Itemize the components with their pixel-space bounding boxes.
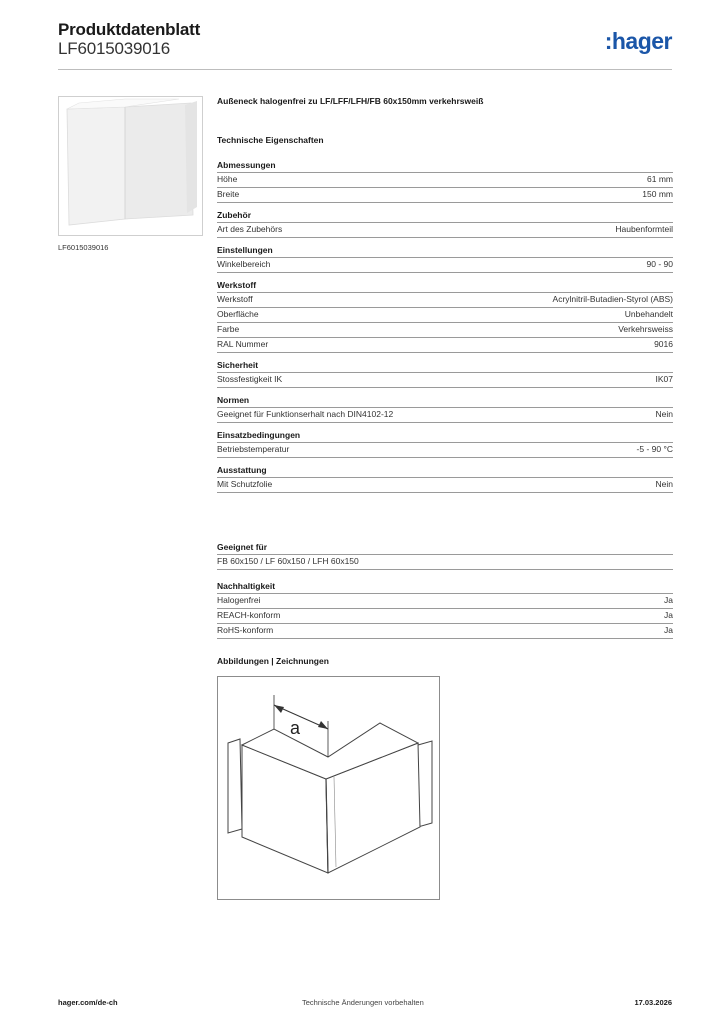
property-value: Haubenformteil [615,224,673,234]
property-label: Art des Zubehörs [217,224,283,234]
section-title: Nachhaltigkeit [217,577,673,594]
property-section [217,391,673,423]
footer-date: 17.03.2026 [634,998,672,1007]
property-label: Winkelbereich [217,259,271,269]
property-sections [217,156,673,493]
product-title: Außeneck halogenfrei zu LF/LFF/LFH/FB 60x150mm verkehrsweiß [217,96,484,106]
suited-text: FB 60x150 / LF 60x150 / LFH 60x150 [217,556,359,566]
section-title: Einsatzbedingungen [217,426,673,443]
property-section [217,156,673,203]
property-value: Nein [655,409,673,419]
header-divider [58,69,672,70]
property-value: 90 - 90 [646,259,673,269]
property-row [217,188,673,203]
section-title: Einstellungen [217,241,673,258]
section-title: Werkstoff [217,276,673,293]
photo-caption: LF6015039016 [58,243,109,252]
corner-drawing [218,677,439,899]
property-label: Mit Schutzfolie [217,479,273,489]
property-label: Oberfläche [217,309,259,319]
technical-properties [217,96,673,493]
property-value: Verkehrsweiss [618,324,673,334]
property-row [217,308,673,323]
property-value: -5 - 90 °C [636,444,673,454]
property-section [217,206,673,238]
technical-drawing [217,676,440,900]
property-row [217,609,673,624]
property-row [217,373,673,388]
property-value: Nein [655,479,673,489]
section-title: Abmessungen [217,156,673,173]
footer-website[interactable]: hager.com/de-ch [58,998,118,1007]
property-label: Stossfestigkeit IK [217,374,283,384]
property-row [217,478,673,493]
section-title: Zubehör [217,206,673,223]
property-row [217,293,673,308]
section-title: Sicherheit [217,356,673,373]
property-label: Farbe [217,324,240,334]
section-title: Normen [217,391,673,408]
property-label: Halogenfrei [217,595,261,605]
property-section [217,276,673,353]
property-label: Höhe [217,174,238,184]
property-row [217,323,673,338]
property-value: Ja [664,625,673,635]
section-title: Geeignet für [217,538,673,555]
sustainability-rows [217,594,673,639]
property-section [217,356,673,388]
property-section [217,461,673,493]
property-row [217,223,673,238]
property-value: IK07 [655,374,673,384]
property-label: Betriebstemperatur [217,444,290,454]
property-row [217,443,673,458]
property-value: 9016 [654,339,673,349]
property-row [217,338,673,353]
suited-for-section [217,538,673,570]
property-value: Acrylnitril-Butadien-Styrol (ABS) [552,294,673,304]
property-value: 150 mm [642,189,673,199]
property-row [217,173,673,188]
figures-title: Abbildungen | Zeichnungen [217,656,329,666]
sustainability-section [217,577,673,639]
page-title: Produktdatenblatt [58,20,201,39]
dimension-label: a [290,718,301,738]
property-value: Unbehandelt [624,309,673,319]
property-value: Ja [664,595,673,605]
property-label: Geeignet für Funktionserhalt nach DIN4102-12 [217,409,394,419]
property-row [217,555,673,570]
section-title: Ausstattung [217,461,673,478]
property-value: Ja [664,610,673,620]
property-label: Werkstoff [217,294,253,304]
property-label: RAL Nummer [217,339,269,349]
property-section [217,241,673,273]
hager-logo: :hager [604,28,672,54]
property-label: Breite [217,189,240,199]
property-value: 61 mm [647,174,673,184]
property-row [217,258,673,273]
property-section [217,426,673,458]
article-number: LF6015039016 [58,39,170,58]
footer-disclaimer: Technische Änderungen vorbehalten [302,998,424,1007]
property-row [217,594,673,609]
technical-heading: Technische Eigenschaften [217,135,324,145]
corner-piece-image [59,97,202,235]
property-label: RoHS-konform [217,625,274,635]
property-row [217,408,673,423]
property-label: REACH-konform [217,610,281,620]
product-photo [58,96,203,236]
property-row [217,624,673,639]
